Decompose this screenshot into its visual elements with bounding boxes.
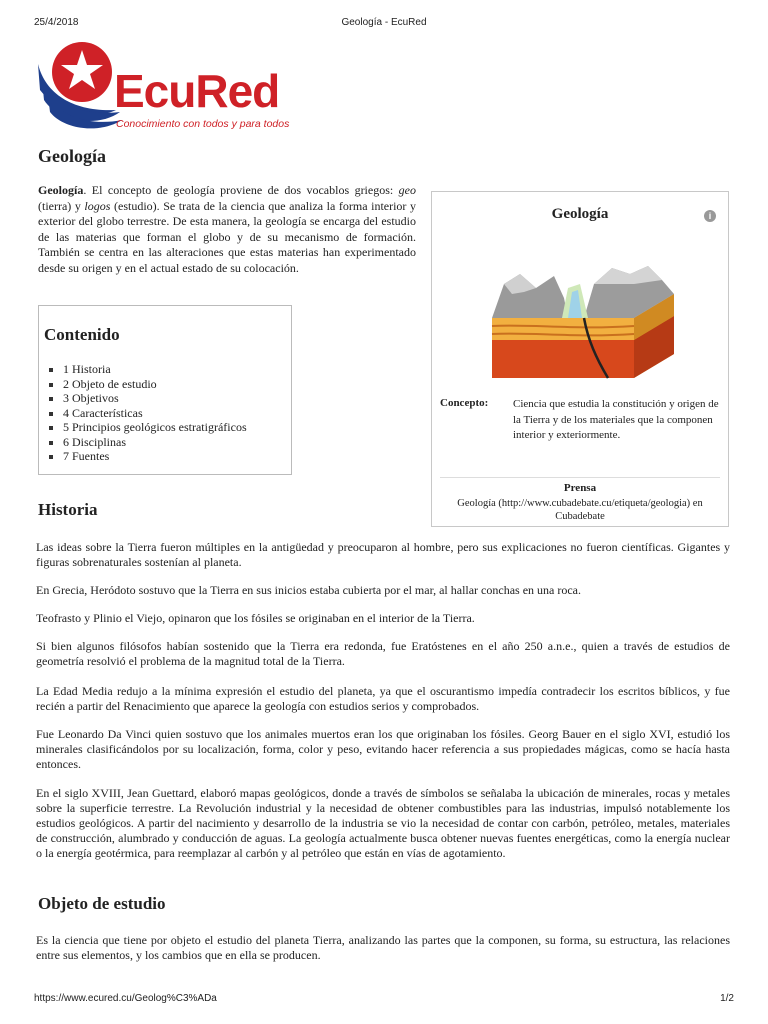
ecured-logo[interactable] [36,34,316,134]
historia-paragraph: Fue Leonardo Da Vinci quien sostuvo que los animales muertos eran los que originaban los fósiles. Georg Bauer en el siglo XVI, estudió los minerales clasificándolos por su localización, forma, color y peso, evitando hacer referencia a sus propiedades mágicas, como se hacía hasta entonces. [36,727,730,771]
historia-paragraph: La Edad Media redujo a la mínima expresión el estudio del planeta, ya que el oscurantismo impedía contradecir los escritos bíblicos, y fue recién a partir del Renacimiento que aparece la geología con estudios serios y comprobados. [36,684,730,713]
intro-geo: geo [398,183,416,197]
infobox-divider [440,477,720,478]
intro-text: (tierra) y [38,198,85,213]
toc-item-caracteristicas[interactable]: 4 Características [63,406,247,421]
intro-term: Geología [38,183,84,197]
table-of-contents [38,305,292,475]
concept-value: Ciencia que estudia la constitución y origen de la Tierra y de los materiales que la componen interior y exteriormente. [513,398,719,441]
print-header [34,17,734,31]
logo-wordmark: EcuRed [114,65,280,117]
toc-item-principios[interactable]: 5 Principios geológicos estratigráficos [63,420,247,434]
intro-text: (estudio). Se trata de la ciencia que analiza la forma interior y exterior del globo terrestre. De esta manera, la geología se encarga del estudio de las materias que forman el globo y de su mecanismo de formación. También se centra en las alteraciones que estas materias han experimentado desde su origen y en el actual estado de su colocación. [38,198,416,275]
heading-objeto-de-estudio: Objeto de estudio [38,894,166,913]
toc-item-objeto[interactable]: 2 Objeto de estudio [63,377,247,392]
historia-paragraph: Teofrasto y Plinio el Viejo, opinaron que los fósiles se originaban en el interior de la Tierra. [36,611,475,625]
geology-crust-image[interactable] [484,244,680,380]
objeto-paragraph: Es la ciencia que tiene por objeto el estudio del planeta Tierra, analizando las partes que la componen, su forma, su estructura, las relaciones entre sus elementos, y los cambios que en ella se producen. [36,933,730,962]
historia-paragraph: En el siglo XVIII, Jean Guettard, elaboró mapas geológicos, donde a través de símbolos se señalaba la ubicación de minerales, rocas y metales sobre la superficie terrestre. La Revolución industrial y la necesidad de obtener combustibles para las industrias, impulsó notablemente los estudios geológicos. A partir del nacimiento y desarrollo de la industria se vio la necesidad de contar con carbón, petróleo, metales, materiales de construcción, alumbrado y conducción de aguas. La geología actualmente busca obtener nuevas fuentes energéticas, como la energía nuclear o la energía geotérmica, para reemplazar al carbón y al petróleo que están en vías de agotamiento. [36,786,730,860]
infobox-title: Geología [551,206,609,222]
historia-paragraph: Las ideas sobre la Tierra fueron múltiples en la antigüedad y preocuparon al hombre, pero sus explicaciones no fueron científicas. Gigantes y figuras sobrenaturales sostenían al planeta. [36,540,730,569]
toc-item-objetivos[interactable]: 3 Objetivos [63,391,247,406]
print-date: 25/4/2018 [34,17,79,28]
intro-text: . El concepto de geología proviene de dos vocablos griegos: [83,183,399,197]
page-number: 1/2 [720,993,734,1004]
intro-paragraph [38,183,416,276]
info-icon[interactable]: i [704,210,716,222]
prensa-link[interactable]: Geología (http://www.cubadebate.cu/etiqueta/geologia) en Cubadebate [457,498,703,522]
print-url: https://www.ecured.cu/Geolog%C3%ADa [34,993,217,1004]
toc-title: Contenido [44,325,120,344]
print-footer [34,993,734,1007]
prensa-label: Prensa [563,482,597,494]
page-title: Geología [38,146,106,166]
logo-tagline: Conocimiento con todos y para todos [116,118,290,130]
toc-item-historia[interactable]: 1 Historia [63,362,247,377]
infobox [431,191,729,527]
heading-historia: Historia [38,500,98,519]
historia-paragraph: En Grecia, Heródoto sostuvo que la Tierra en sus inicios estaba cubierta por el mar, al hallar conchas en una roca. [36,583,582,597]
toc-item-disciplinas[interactable]: 6 Disciplinas [63,435,247,450]
toc-item-fuentes[interactable]: 7 Fuentes [63,449,247,464]
print-title: Geología - EcuRed [341,17,427,28]
historia-paragraph: Si bien algunos filósofos habían sostenido que la Tierra era redonda, fue Eratóstenes en el año 250 a.n.e., quien a través de estudios de geometría resolvió el problema de la magnitud total de la Tierra. [36,639,730,668]
concept-label: Concepto: [440,397,489,409]
toc-list [39,362,247,464]
intro-logos: logos [84,198,111,213]
